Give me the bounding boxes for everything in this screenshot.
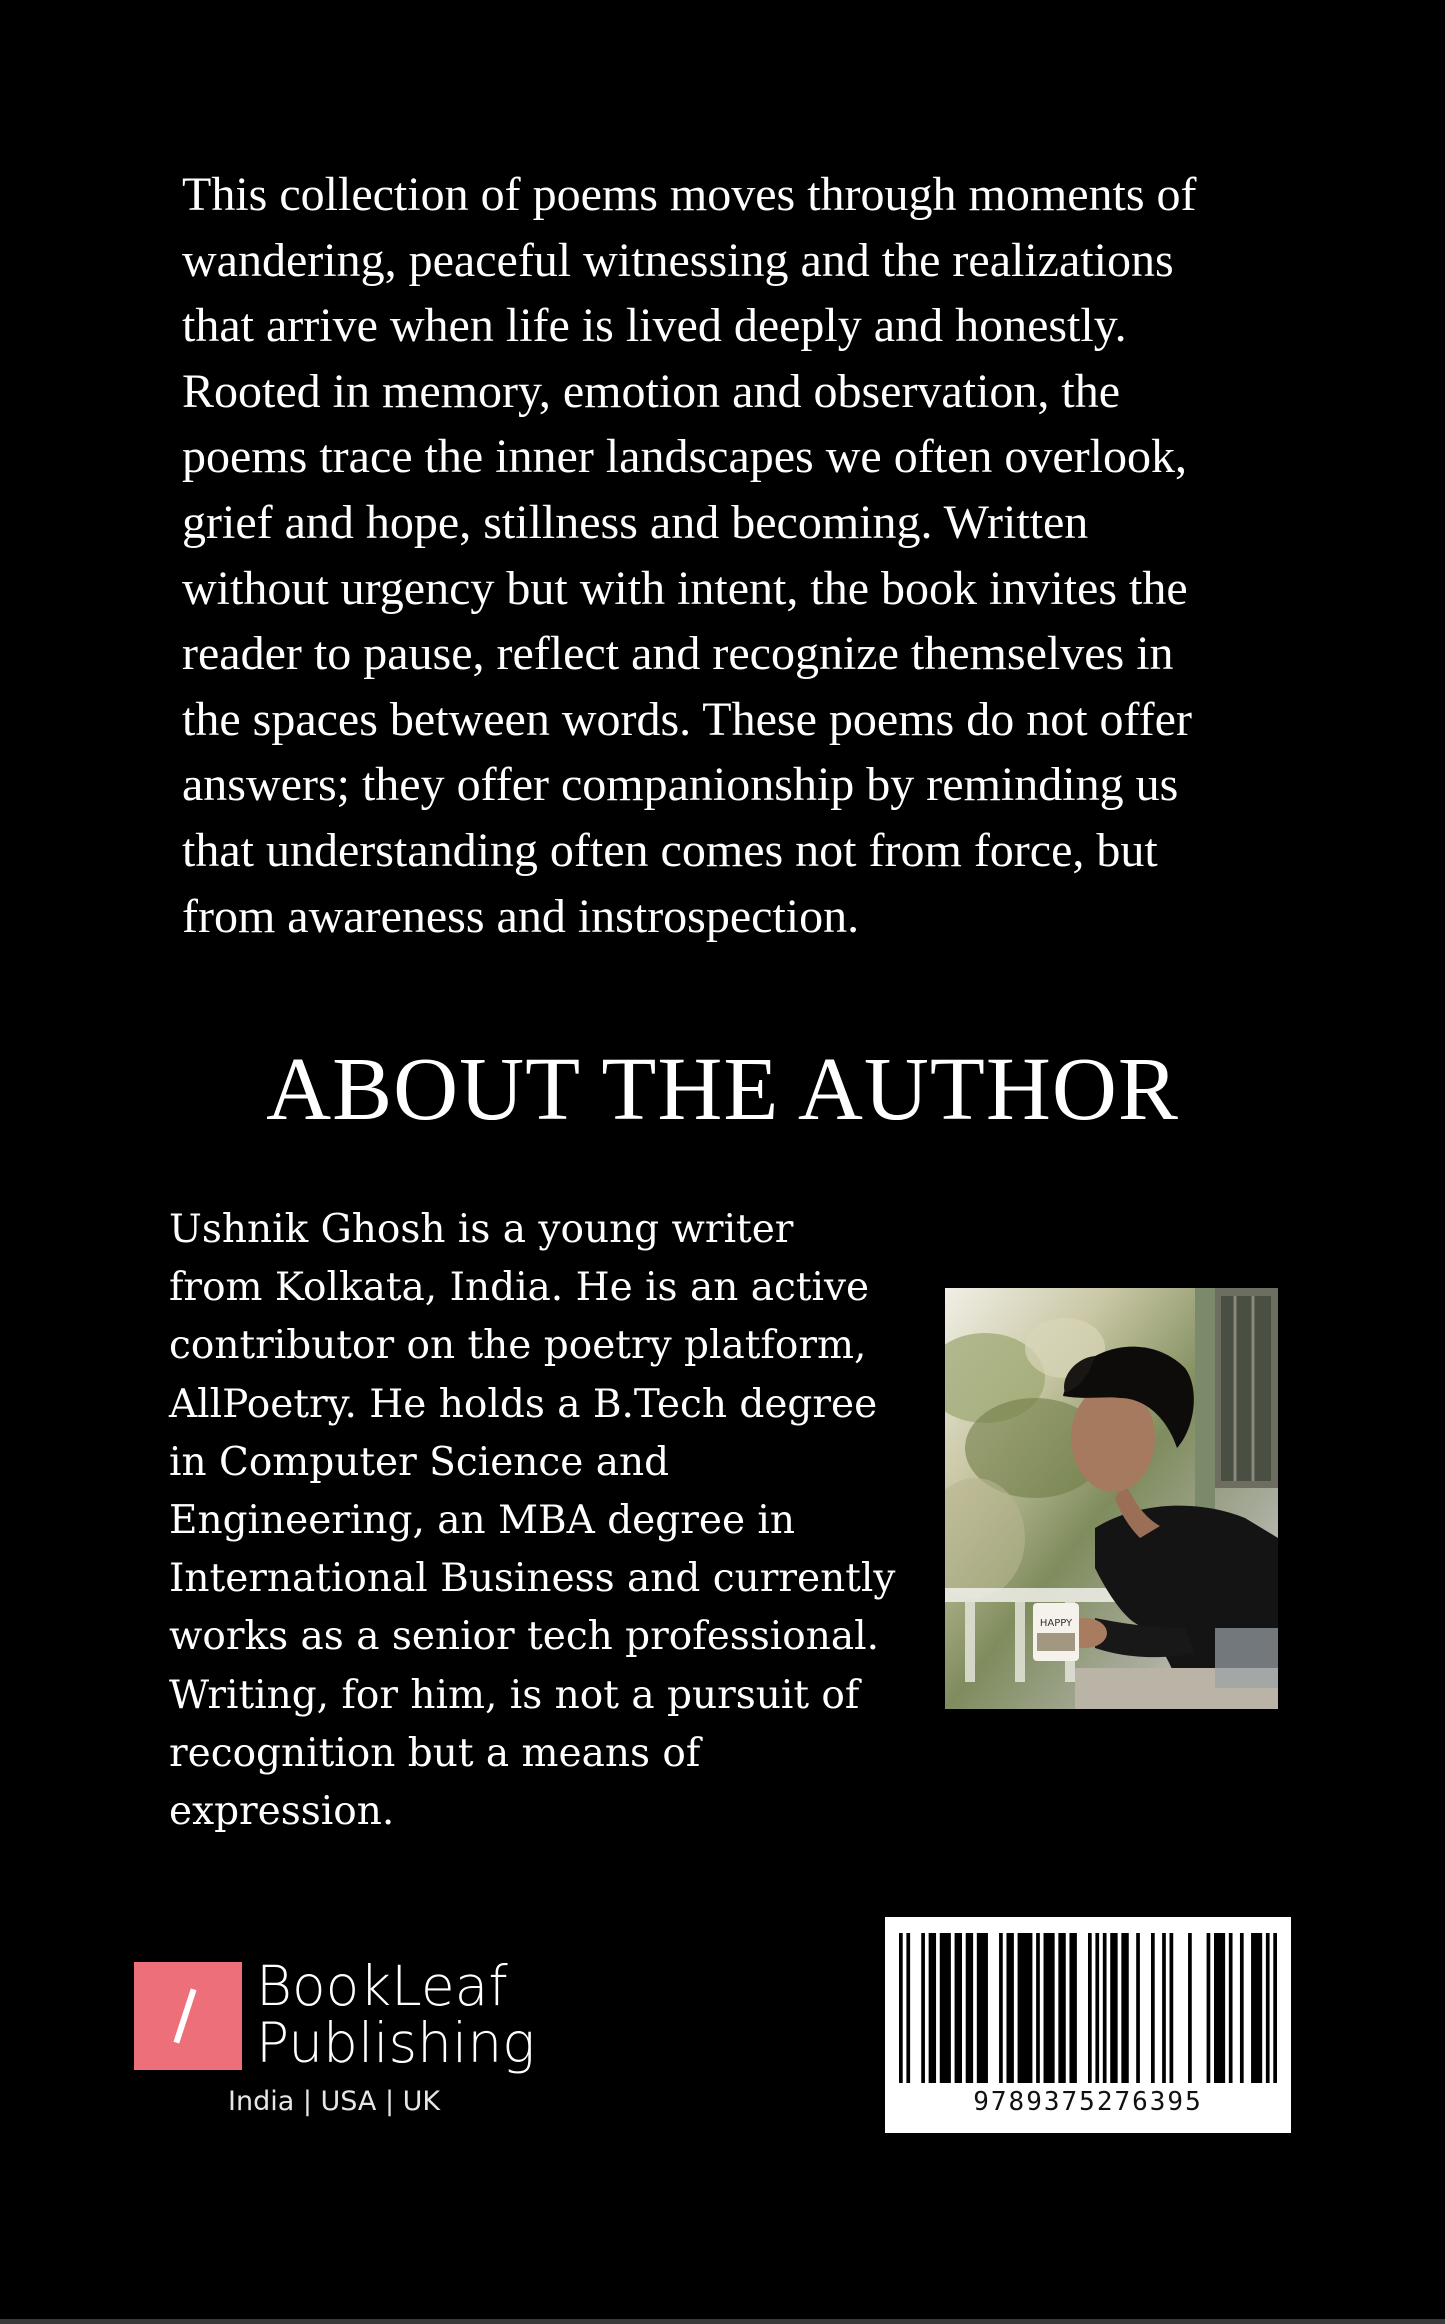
bio-line: International Business and currently [169,1556,896,1602]
bio-line: Writing, for him, is not a pursuit of [169,1672,860,1718]
barcode-bar [1151,1933,1155,2083]
bio-line: AllPoetry. He holds a B.Tech degree [169,1381,878,1427]
logo-mark-icon [134,1962,242,2070]
isbn-barcode [885,1917,1291,2133]
barcode-bar [899,1933,903,2083]
bio-line: Ushnik Ghosh is a young writer [169,1207,794,1252]
blurb-line: from awareness and instrospection. [182,889,860,943]
bio-line: in Computer Science and [169,1439,670,1485]
publisher-name-line1: BookLeaf [256,1954,508,2018]
barcode-bar [1044,1933,1055,2083]
bio-line: from Kolkata, India. He is an active [169,1265,870,1311]
barcode-bar [1214,1933,1225,2083]
publisher-name-line2: Publishing [256,2011,536,2075]
barcode-bar [1036,1933,1040,2083]
barcode-bar [977,1933,988,2083]
barcode-bar [1088,1933,1092,2083]
barcode-bar [1273,1933,1277,2083]
blurb-line: that understanding often comes not from force, but [182,823,1158,877]
blurb-line: without urgency but with intent, the book invites the [182,561,1188,615]
barcode-bar [921,1933,925,2083]
bio-line: contributor on the poetry platform, [169,1323,867,1369]
bio-line: works as a senior tech professional. [169,1614,879,1660]
book-blurb [182,162,1282,949]
blurb-line: that arrive when life is lived deeply and honestly. [182,299,1127,353]
barcode-bar [966,1933,973,2083]
barcode-bar [1170,1933,1174,2083]
barcode-bar [906,1933,910,2083]
isbn-number: 9789375276395 [973,2087,1203,2117]
publisher-regions: India | USA | UK [228,2086,441,2117]
barcode-bar [1229,1933,1233,2083]
barcode-bar [1162,1933,1166,2083]
logo-slash [173,1988,196,2043]
barcode-bar [1207,1933,1211,2083]
blurb-line: answers; they offer companionship by reminding us [182,758,1179,812]
barcode-bar [1266,1933,1270,2083]
blurb-line: grief and hope, stillness and becoming. Written [182,495,1089,549]
barcode-bar [929,1933,936,2083]
publisher-logo [134,1956,554,2136]
barcode-bar [1018,1933,1033,2083]
barcode-bar [1006,1933,1013,2083]
barcode-bar [1251,1933,1262,2083]
blurb-line: Rooted in memory, emotion and observation, the [182,364,1121,418]
bio-line: recognition but a means of [169,1730,701,1776]
barcode-bar [1110,1933,1117,2083]
barcode-bar [1069,1933,1076,2083]
mug-text: HAPPY [1039,1618,1073,1629]
barcode-bar [1136,1933,1140,2083]
author-photo [945,1288,1278,1709]
author-bio [169,1201,949,1841]
blurb-line: wandering, peaceful witnessing and the realizations [182,233,1174,287]
barcode-bar [1240,1933,1244,2083]
barcode-bar [955,1933,962,2083]
barcode-bar [1058,1933,1065,2083]
barcode-bar [1188,1933,1192,2083]
about-author-heading: ABOUT THE AUTHOR [266,1040,1179,1139]
blurb-line: the spaces between words. These poems do not offer [182,692,1192,746]
bottom-edge [0,2319,1445,2324]
bio-line: expression. [169,1789,395,1835]
blurb-line: poems trace the inner landscapes we often overlook, [182,430,1187,484]
bio-line: Engineering, an MBA degree in [169,1498,796,1544]
blurb-line: This collection of poems moves through moments of [182,168,1197,221]
barcode-bar [1121,1933,1128,2083]
blurb-line: reader to pause, reflect and recognize themselves in [182,627,1174,681]
barcode-bars [899,1933,1277,2083]
barcode-bar [999,1933,1003,2083]
barcode-bar [1103,1933,1107,2083]
barcode-bar [940,1933,951,2083]
barcode-bar [1095,1933,1099,2083]
